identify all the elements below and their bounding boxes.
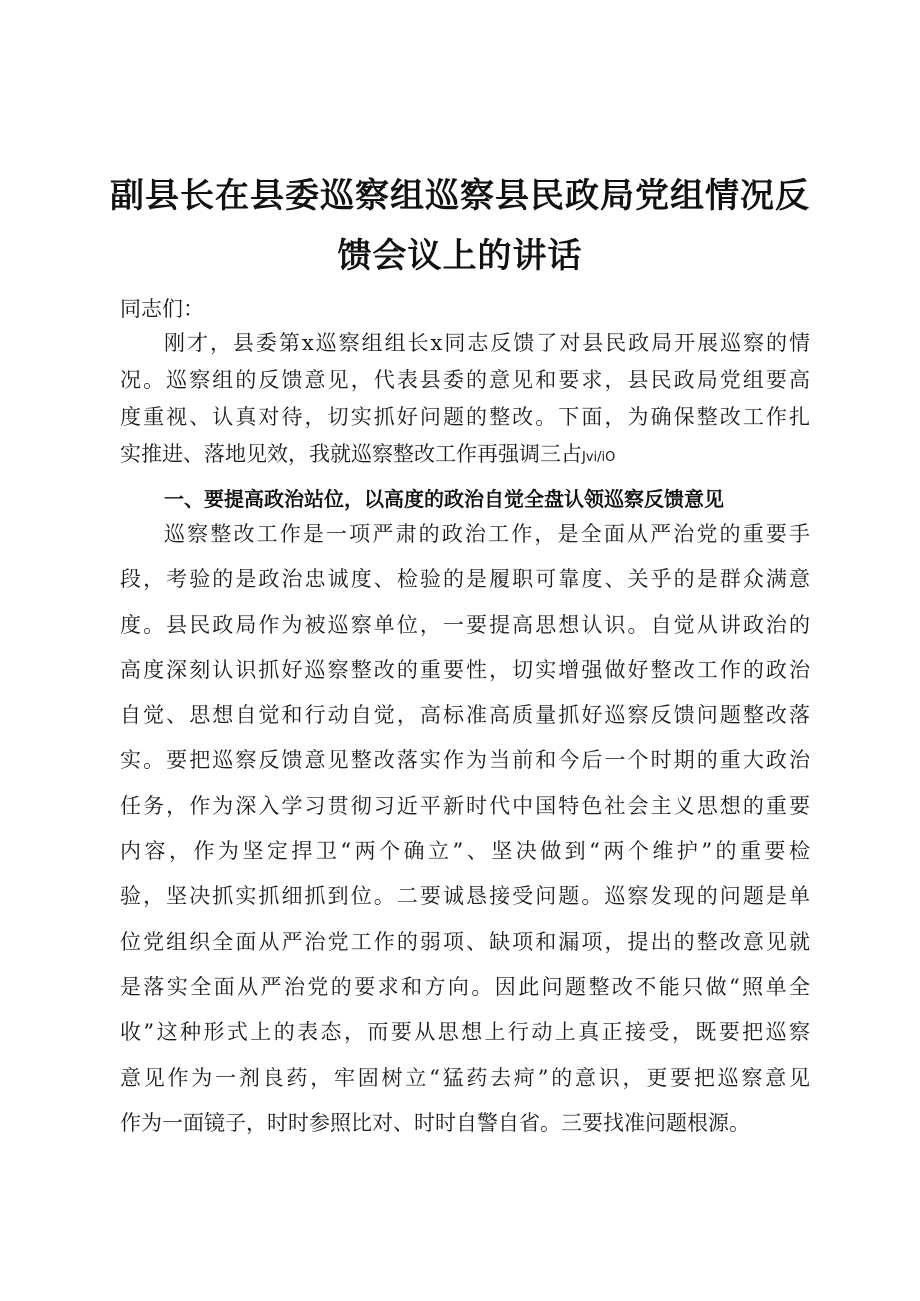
body-line: 自觉、思想自觉和行动自觉，高标准高质量抓好巡察反馈问题整改落 bbox=[120, 703, 810, 728]
intro-line-last-text: 实推进、落地见效，我就巡察整改工作再强调三占 bbox=[120, 442, 582, 466]
intro-line: 度重视、认真对待，切实抓好问题的整改。下面，为确保整改工作扎 bbox=[120, 405, 810, 429]
intro-line-last bbox=[120, 444, 810, 465]
body-line: 内容，作为坚定捍卫“两个确立”、坚决做到“两个维护”的重要检 bbox=[120, 839, 810, 864]
section-1-heading: 一、要提高政治站位，以高度的政治自觉全盘认领巡察反馈意见 bbox=[164, 487, 724, 511]
salutation: 同志们： bbox=[120, 297, 204, 321]
document-title-line-1: 副县长在县委巡察组巡察县民政局党组情况反 bbox=[110, 176, 810, 216]
body-line: 收”这种形式上的表态，而要从思想上行动上真正接受，既要把巡察 bbox=[120, 1020, 810, 1045]
body-line: 实。要把巡察反馈意见整改落实作为当前和今后一个时期的重大政治 bbox=[120, 748, 810, 773]
body-line: 高度深刻认识抓好巡察整改的重要性，切实增强做好整改工作的政治 bbox=[120, 657, 810, 682]
body-line: 意见作为一剂良药，牢固树立“猛药去疴”的意识，更要把巡察意见 bbox=[120, 1065, 810, 1090]
intro-line-suffix: Jvi/iO bbox=[582, 450, 616, 465]
body-line: 是落实全面从严治党的要求和方向。因此问题整改不能只做“照单全 bbox=[120, 974, 810, 999]
body-line: 巡察整改工作是一项严肃的政治工作，是全面从严治党的重要手 bbox=[164, 522, 810, 546]
intro-line: 况。巡察组的反馈意见，代表县委的意见和要求，县民政局党组要高 bbox=[120, 368, 810, 392]
body-line: 段，考验的是政治忠诚度、检验的是履职可靠度、关乎的是群众满意 bbox=[120, 567, 810, 592]
body-line: 度。县民政局作为被巡察单位，一要提高思想认识。自觉从讲政治的 bbox=[120, 612, 810, 637]
body-line: 任务，作为深入学习贯彻习近平新时代中国特色社会主义思想的重要 bbox=[120, 793, 810, 818]
body-line: 位党组织全面从严治党工作的弱项、缺项和漏项，提出的整改意见就 bbox=[120, 929, 810, 954]
intro-paragraph bbox=[120, 333, 810, 481]
intro-line: 刚才，县委第x巡察组组长x同志反馈了对县民政局开展巡察的情 bbox=[164, 331, 810, 355]
body-line: 作为一面镜子，时时参照比对、时时自警自省。三要找准问题根源。 bbox=[120, 1110, 750, 1135]
section-1-paragraph bbox=[120, 524, 810, 1158]
body-line: 验，坚决抓实抓细抓到位。二要诚恳接受问题。巡察发现的问题是单 bbox=[120, 884, 810, 909]
document-title-line-2: 馈会议上的讲话 bbox=[337, 236, 583, 276]
